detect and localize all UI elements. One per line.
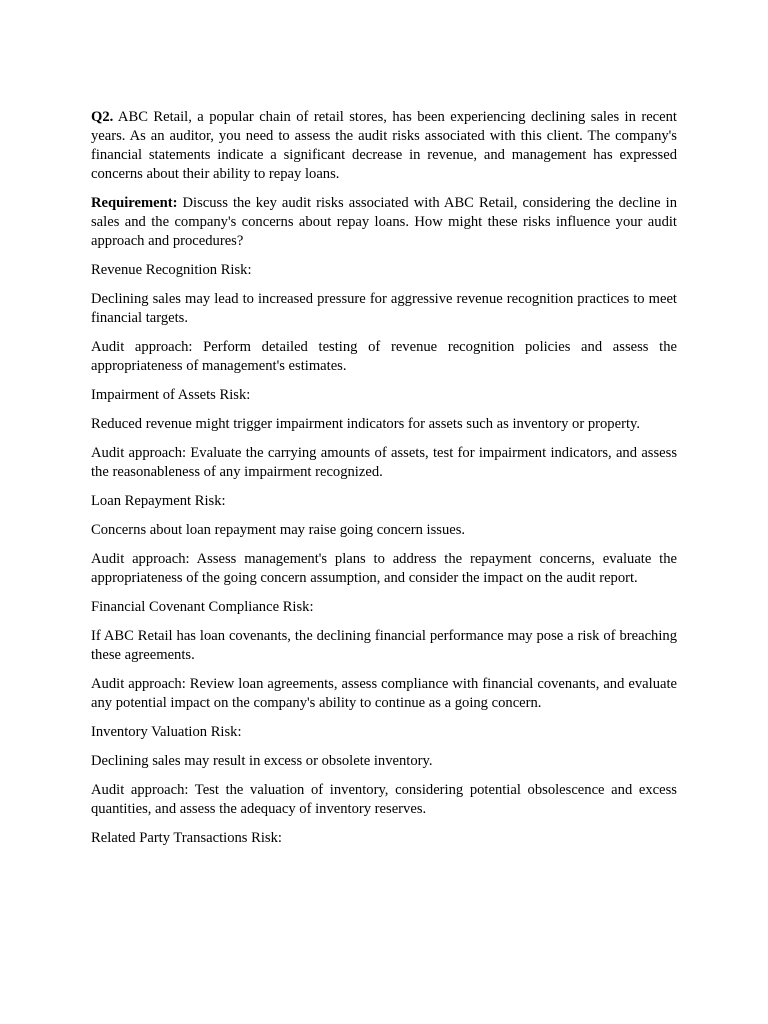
risk-approach-loan-repayment: Audit approach: Assess management's plans to address the repayment concerns, evaluate the appropriateness of the going concern assumption, and consider the impact on the audit report. — [91, 551, 677, 586]
risk-approach-financial-covenant: Audit approach: Review loan agreements, assess compliance with financial covenants, and evaluate any potential impact on the company's ability to continue as a going concern. — [91, 676, 677, 711]
risk-description-impairment-of-assets: Reduced revenue might trigger impairment indicators for assets such as inventory or property. — [91, 416, 640, 432]
risk-heading-loan-repayment: Loan Repayment Risk: — [91, 493, 226, 509]
question-label: Q2. — [91, 109, 114, 125]
risk-heading-inventory-valuation: Inventory Valuation Risk: — [91, 724, 242, 740]
requirement-text: Discuss the key audit risks associated with ABC Retail, considering the decline in sales and the company's concerns about repay loans. How might these risks influence your audit approach and procedures? — [91, 195, 677, 249]
risk-heading-related-party: Related Party Transactions Risk: — [91, 830, 282, 846]
risk-description-revenue-recognition: Declining sales may lead to increased pressure for aggressive revenue recognition practices to meet financial targets. — [91, 291, 677, 326]
risk-approach-revenue-recognition: Audit approach: Perform detailed testing of revenue recognition policies and assess the appropriateness of management's estimates. — [91, 339, 677, 374]
risk-approach-impairment-of-assets: Audit approach: Evaluate the carrying amounts of assets, test for impairment indicators, and assess the reasonableness of any impairment recognized. — [91, 445, 677, 480]
requirement-label: Requirement: — [91, 195, 178, 211]
risk-description-inventory-valuation: Declining sales may result in excess or obsolete inventory. — [91, 753, 433, 769]
risk-heading-impairment-of-assets: Impairment of Assets Risk: — [91, 387, 251, 403]
risk-heading-financial-covenant: Financial Covenant Compliance Risk: — [91, 599, 314, 615]
risk-description-loan-repayment: Concerns about loan repayment may raise going concern issues. — [91, 522, 466, 538]
risk-approach-inventory-valuation: Audit approach: Test the valuation of inventory, considering potential obsolescence and excess quantities, and assess the adequacy of inventory reserves. — [91, 782, 677, 817]
question-text: ABC Retail, a popular chain of retail stores, has been experiencing declining sales in recent years. As an auditor, you need to assess the audit risks associated with this client. The company's financial statements indicate a significant decrease in revenue, and management has expressed concerns about their ability to repay loans. — [91, 109, 677, 182]
requirement-paragraph — [91, 194, 677, 251]
risk-description-financial-covenant: If ABC Retail has loan covenants, the declining financial performance may pose a risk of breaching these agreements. — [91, 628, 677, 663]
question-paragraph — [91, 108, 677, 184]
risk-heading-revenue-recognition: Revenue Recognition Risk: — [91, 262, 252, 278]
document-page — [91, 108, 677, 858]
